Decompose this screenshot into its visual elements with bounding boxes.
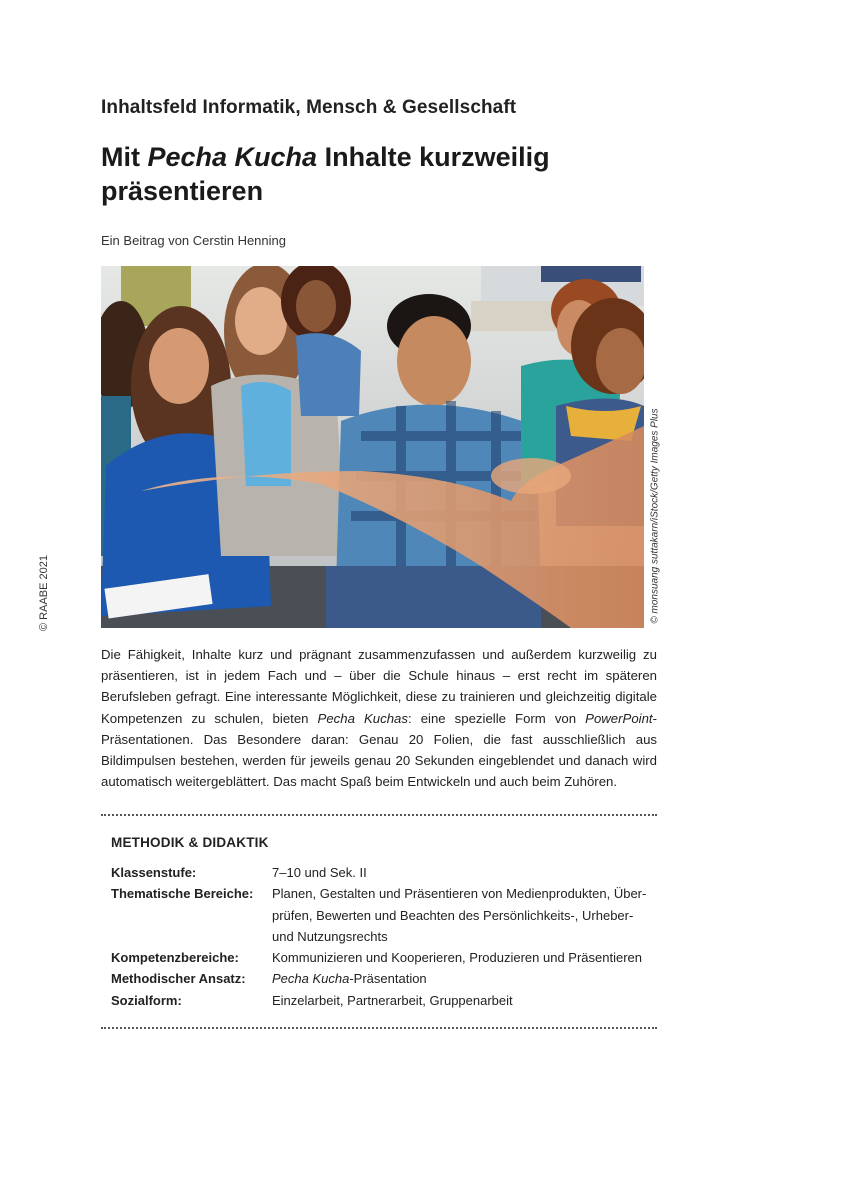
- meta-value: [272, 883, 651, 947]
- meta-value-italic: Pecha Kucha: [272, 971, 350, 987]
- photo-credit: © monsuang suttakarn/iStock/Getty Images Plus: [649, 408, 661, 624]
- meta-value-line: und Nutzungsrechts: [272, 928, 388, 944]
- intro-paragraph: [101, 644, 657, 792]
- author-byline: Ein Beitrag von Cerstin Henning: [101, 233, 286, 248]
- meta-value: Einzelarbeit, Partnerarbeit, Gruppenarbeit: [272, 992, 513, 1008]
- meta-label: Sozialform:: [111, 992, 182, 1008]
- title-line-2: präsentieren: [101, 176, 264, 206]
- dotted-divider-top: [101, 814, 657, 816]
- intro-italic-2: PowerPoint: [585, 710, 653, 726]
- meta-label: Methodischer Ansatz:: [111, 971, 246, 987]
- meta-value-line: prüfen, Bewerten und Beachten des Persönlichkeits-, Urheber-: [272, 907, 634, 923]
- intro-text-3: -Präsentationen. Das Besondere daran: Genau 20 Folien, die fast ausschließlich aus Bildimpulsen bestehen, werden für jeweils genau 20 Sekunden eingeblendet und danach wird automatisch weitergeblättert. Das macht Spaß beim Entwickeln und auch beim Zuhören.: [101, 710, 658, 790]
- intro-text-2: : eine spezielle Form von: [407, 710, 586, 726]
- meta-label: Thematische Bereiche:: [111, 886, 254, 902]
- title-part-1: Mit: [101, 142, 148, 172]
- meta-row-sozialform: [111, 990, 651, 1011]
- meta-value-rest: -Präsentation: [349, 971, 427, 987]
- meta-value: 7–10 und Sek. II: [272, 865, 367, 880]
- title-italic: Pecha Kucha: [147, 142, 318, 172]
- page-title: [101, 140, 661, 208]
- meta-label: Klassenstufe:: [111, 865, 197, 880]
- intro-text-1: Die Fähigkeit, Inhalte kurz und prägnant zusammenzufassen und außerdem kurzweilig zu präsentieren, ist in jedem Fach und – über die Schule hinaus – erst recht im späteren Berufsleben gefragt. Eine interessante Möglichkeit, diese zu trainieren und gleichzeitig digitale Kompetenzen zu schulen, bieten: [101, 647, 657, 726]
- meta-value-line: Planen, Gestalten und Präsentieren von Medienprodukten, Über-: [272, 886, 647, 902]
- copyright-note: © RAABE 2021: [38, 555, 50, 631]
- intro-italic-1: Pecha Kuchas: [317, 710, 408, 726]
- classroom-photo: [101, 266, 644, 628]
- methodik-table: [111, 862, 651, 1011]
- meta-value: Kommunizieren und Kooperieren, Produzieren und Präsentieren: [272, 950, 642, 966]
- dotted-divider-bottom: [101, 1027, 657, 1029]
- classroom-photo-illustration: [101, 266, 644, 628]
- title-part-2: Inhalte kurzweilig: [317, 142, 550, 172]
- methodik-heading: METHODIK & DIDAKTIK: [111, 835, 269, 850]
- meta-row-klassenstufe: [111, 862, 651, 883]
- meta-label: Kompetenzbereiche:: [111, 950, 239, 966]
- meta-row-thematische-bereiche: [111, 883, 651, 947]
- meta-row-kompetenzbereiche: [111, 947, 651, 968]
- subject-area: Inhaltsfeld Informatik, Mensch & Gesellschaft: [101, 97, 517, 118]
- meta-row-methodischer-ansatz: [111, 968, 651, 989]
- meta-value: [272, 968, 651, 989]
